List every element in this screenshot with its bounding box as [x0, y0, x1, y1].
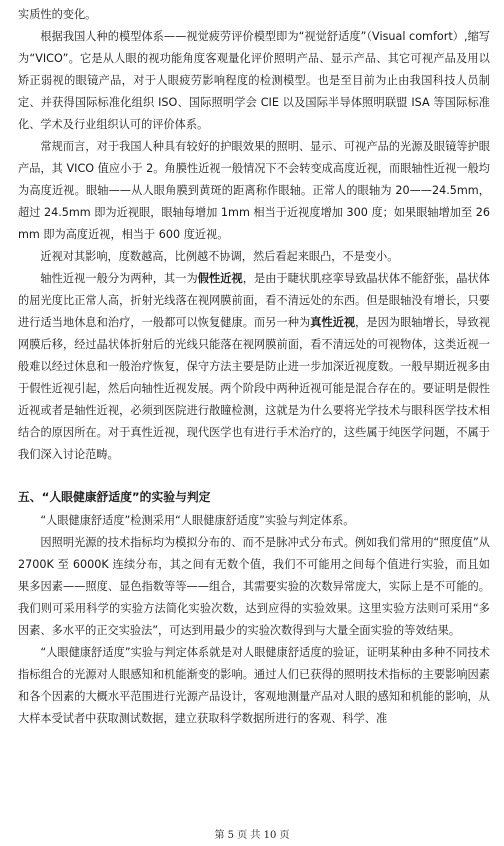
term-true-myopia: 真性近视 — [310, 316, 356, 329]
term-pseudo-myopia: 假性近视 — [197, 272, 243, 285]
paragraph-orthogonal-method: 因照明光源的技术指标均为模拟分布的、而不是脉冲式分布式。例如我们常用的“照度值”从 2700K 至 6000K 连续分布，其之间有无数个值，我们不可能用之间每个值进行实验，而且如果多因素——照度、显色指数等等——组合，其需要实验的次数异常庞大，实际上是不可能的。我们则可采用科学的实验方法简化实验次数，达到应得的实验效果。这里实验方法则可采用“多因素、多水平的正交实验法”，可达到用最少的实验次数得到与大量全面实验的等效结果。 — [18, 536, 490, 637]
text-run: 轴性近视一般分为两种，其一为 — [40, 272, 198, 285]
paragraph-verification: “人眼健康舒适度”实验与判定体系就是对人眼健康舒适度的验证，证明某种由多种不同技术指标组合的光源对人眼感知和机能渐变的影响。通过人们已获得的照明技术指标的主要影响因素和各个因素的大概水平范围进行光源产品设计，客观地测量产品对人眼的感知和机能的影响，从大样本受试者中获取测试数据，建立获取科学数据所进行的客观、科学、准 — [18, 646, 490, 725]
text-run: ，是因为眼轴增长，导致视网膜后移，经过晶状体折射后的光线只能落在视网膜前面，看不清远处的可视物体，这类近视一般难以经过休息和一般治疗恢复，保守方法主要是防止进一步加深近视度数。一般早期近视多由于假性近视引起，然后向轴性近视发展。两个阶段中两种近视可能是混合存在的。要证明是假性近视或者是轴性近视，必须到医院进行散瞳检测，这就是为什么要将光学技术与眼科医学技术相结合的原因所在。对于真性近视，现代医学也有进行手术治疗的，这些属于纯医学问题，不属于我们深入讨论范畴。 — [18, 316, 490, 461]
page-number-footer: 第 5 页 共 10 页 — [214, 830, 290, 841]
paragraph-axial-myopia — [18, 268, 490, 466]
paragraph-continuation: 实质性的变化。 — [18, 8, 97, 21]
paragraph-vico-definition: 根据我国人种的模型体系——视觉疲劳评价模型即为“视觉舒适度”（Visual comfort）,缩写为“VICO”。它是从人眼的视功能角度客观量化评价照明产品、显示产品、其它可视产品及用以矫正弱视的眼镜产品，对于人眼疲劳影响程度的检测模型。也是至目前为止由我国科技人员制定、并获得国际标准化组织 ISO、国际照明学会 CIE 以及国际半导体照明联盟 ISA 等国际标准化、学术及行业组织认可的评价体系。 — [18, 30, 490, 131]
paragraph-myopia-effect: 近视对其影响，度数越高，比例越不协调，然后看起来眼凸，不是变小。 — [40, 250, 399, 263]
paragraph-vico-value: 常规而言，对于我国人种具有较好的护眼效果的照明、显示、可视产品的光源及眼镜等护眼产品，其 VICO 值应小于 2。角膜性近视一般情况下不会转变成高度近视，而眼轴性近视一般均为高度近视。眼轴——从人眼角膜到黄斑的距离称作眼轴。正常人的眼轴为 20——24.5mm，超过 24.5mm 即为近视眼，眼轴每增加 1mm 相当于近视度增加 300 度；如果眼轴增加至 26mm 即为高度近视，相当于 600 度近视。 — [18, 140, 490, 241]
section-heading: 五、“人眼健康舒适度”的实验与判定 — [18, 490, 211, 504]
document-body — [18, 4, 490, 730]
paragraph-test-system: “人眼健康舒适度”检测采用“人眼健康舒适度”实验与判定体系。 — [40, 514, 355, 527]
text-run: ，是由于睫状肌痉挛导致晶状体不能舒张，晶状体的屈光度比正常人高，折射光线落在视网膜前面，看不清远处的东西。但是眼轴没有增长，只要进行适当地休息和治疗，一般都可以恢复健康。而另一种为 — [18, 272, 490, 329]
